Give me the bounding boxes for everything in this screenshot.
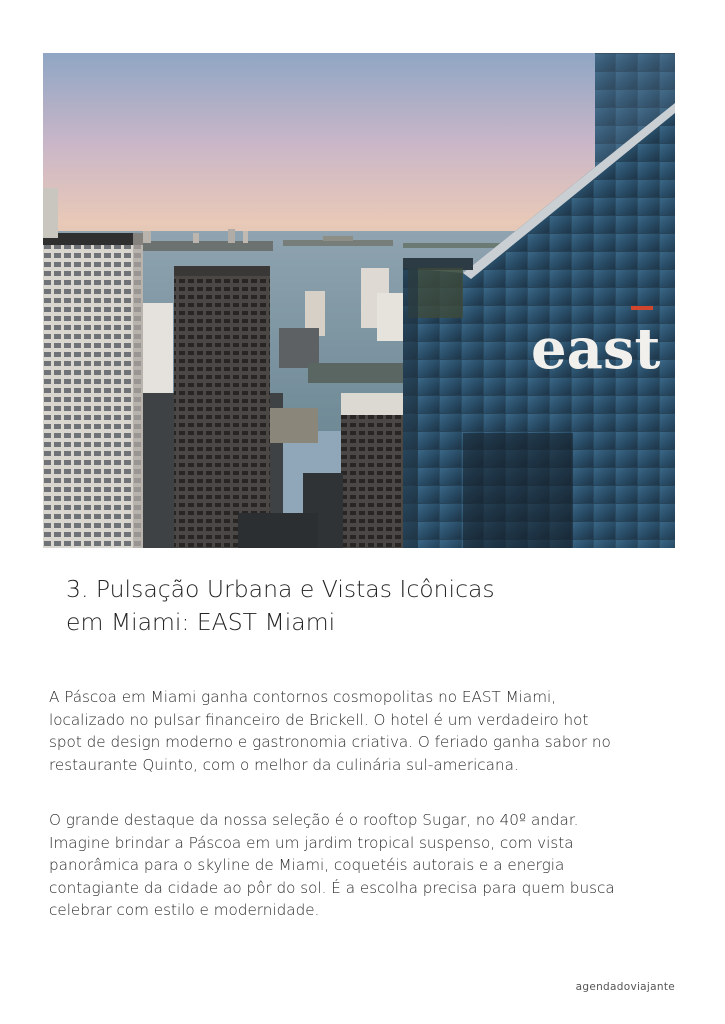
paragraph-line: contagiante da cidade ao pôr do sol. É a escolha precisa para quem busca [49, 878, 615, 897]
paragraph-line: celebrar com estilo e modernidade. [49, 901, 320, 919]
paragraph-line: restaurante Quinto, com o melhor da culinária sul-americana. [49, 755, 519, 774]
footer-brand: agendadoviajante [575, 981, 675, 993]
paragraph-intro [49, 686, 689, 776]
heading-line-2: em Miami: EAST Miami [66, 608, 336, 636]
paragraph-line: localizado no pulsar financeiro de Brickell. O hotel é um verdadeiro hot [49, 710, 589, 729]
paragraph-line: panorâmica para o skyline de Miami, coquetéis autorais e a energia [49, 856, 565, 874]
paragraph-rooftop [49, 809, 689, 922]
paragraph-line: spot de design moderno e gastronomia criativa. O feriado ganha sabor no [49, 733, 611, 751]
skyline-illustration [43, 53, 675, 548]
heading-line-1: 3. Pulsação Urbana e Vistas Icônicas [66, 575, 495, 603]
paragraph-line: O grande destaque da nossa seleção é o rooftop Sugar, no 40º andar. [49, 811, 579, 829]
paragraph-line: Imagine brindar a Páscoa em um jardim tropical suspenso, com vista [49, 833, 574, 852]
section-heading [66, 573, 666, 639]
east-sign: east [531, 316, 661, 382]
hero-photo-east-miami [43, 53, 675, 548]
paragraph-line: A Páscoa em Miami ganha contornos cosmopolitas no EAST Miami, [49, 688, 557, 706]
